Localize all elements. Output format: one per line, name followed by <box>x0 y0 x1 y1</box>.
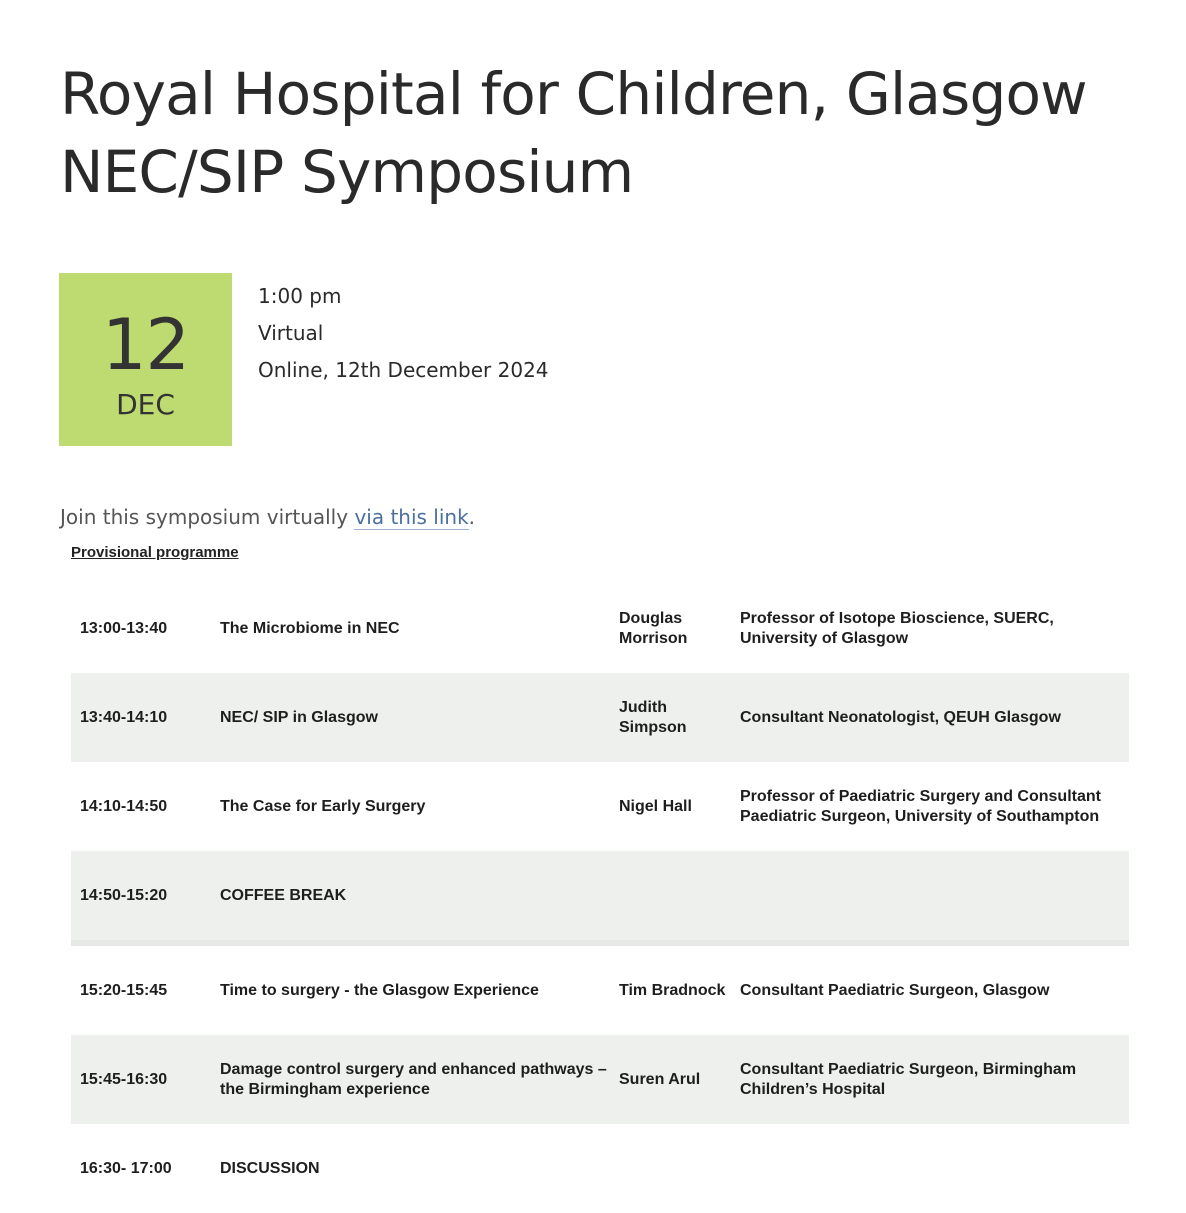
session-title: The Case for Early Surgery <box>220 797 426 815</box>
join-intro-end: . <box>468 505 476 529</box>
session-speaker: Nigel Hall <box>619 797 692 815</box>
speaker-role: Consultant Neonatologist, QEUH Glasgow <box>740 708 1061 726</box>
session-speaker: Douglas Morrison <box>619 609 688 647</box>
speaker-role: Consultant Paediatric Surgeon, Glasgow <box>740 981 1050 999</box>
session-time: 16:30- 17:00 <box>80 1159 172 1177</box>
session-title: DISCUSSION <box>220 1159 320 1177</box>
session-time: 13:00-13:40 <box>80 619 168 637</box>
session-title: Time to surgery - the Glasgow Experience <box>220 981 539 999</box>
table-row <box>71 1035 1129 1124</box>
programme-table <box>71 584 1129 1213</box>
join-intro-text: Join this symposium virtually <box>60 505 355 529</box>
session-time: 15:20-15:45 <box>80 981 168 999</box>
programme-heading: Provisional programme <box>71 544 239 561</box>
session-speaker: Tim Bradnock <box>619 981 726 999</box>
session-title: COFFEE BREAK <box>220 886 347 904</box>
session-title: Damage control surgery and enhanced pathways – the Birmingham experience <box>220 1060 607 1098</box>
event-venue: Virtual <box>258 321 324 345</box>
table-row <box>71 762 1129 851</box>
session-time: 15:45-16:30 <box>80 1070 168 1088</box>
speaker-role: Professor of Paediatric Surgery and Consultant Paediatric Surgeon, University of Southampton <box>740 787 1101 825</box>
event-location: Online, 12th December 2024 <box>258 358 549 382</box>
session-title: The Microbiome in NEC <box>220 619 400 637</box>
page-title: Royal Hospital for Children, Glasgow NEC/SIP Symposium <box>60 60 1087 206</box>
session-speaker <box>619 851 729 940</box>
join-intro <box>60 502 475 532</box>
join-link[interactable]: via this link <box>354 505 469 529</box>
table-row <box>71 673 1129 762</box>
table-row <box>71 946 1129 1035</box>
speaker-role <box>740 851 1125 940</box>
speaker-role: Consultant Paediatric Surgeon, Birmingham Children’s Hospital <box>740 1060 1077 1098</box>
date-day: 12 <box>101 304 190 386</box>
session-title: NEC/ SIP in Glasgow <box>220 708 378 726</box>
session-time: 14:50-15:20 <box>80 886 168 904</box>
date-badge <box>59 273 232 446</box>
speaker-role: Professor of Isotope Bioscience, SUERC, University of Glasgow <box>740 609 1054 647</box>
session-speaker: Suren Arul <box>619 1070 701 1088</box>
event-time: 1:00 pm <box>258 284 342 308</box>
table-row <box>71 584 1129 673</box>
event-details <box>258 278 549 389</box>
table-row <box>71 851 1129 946</box>
date-month: DEC <box>116 388 175 421</box>
session-time: 14:10-14:50 <box>80 797 168 815</box>
session-time: 13:40-14:10 <box>80 708 168 726</box>
session-speaker: Judith Simpson <box>619 698 687 736</box>
